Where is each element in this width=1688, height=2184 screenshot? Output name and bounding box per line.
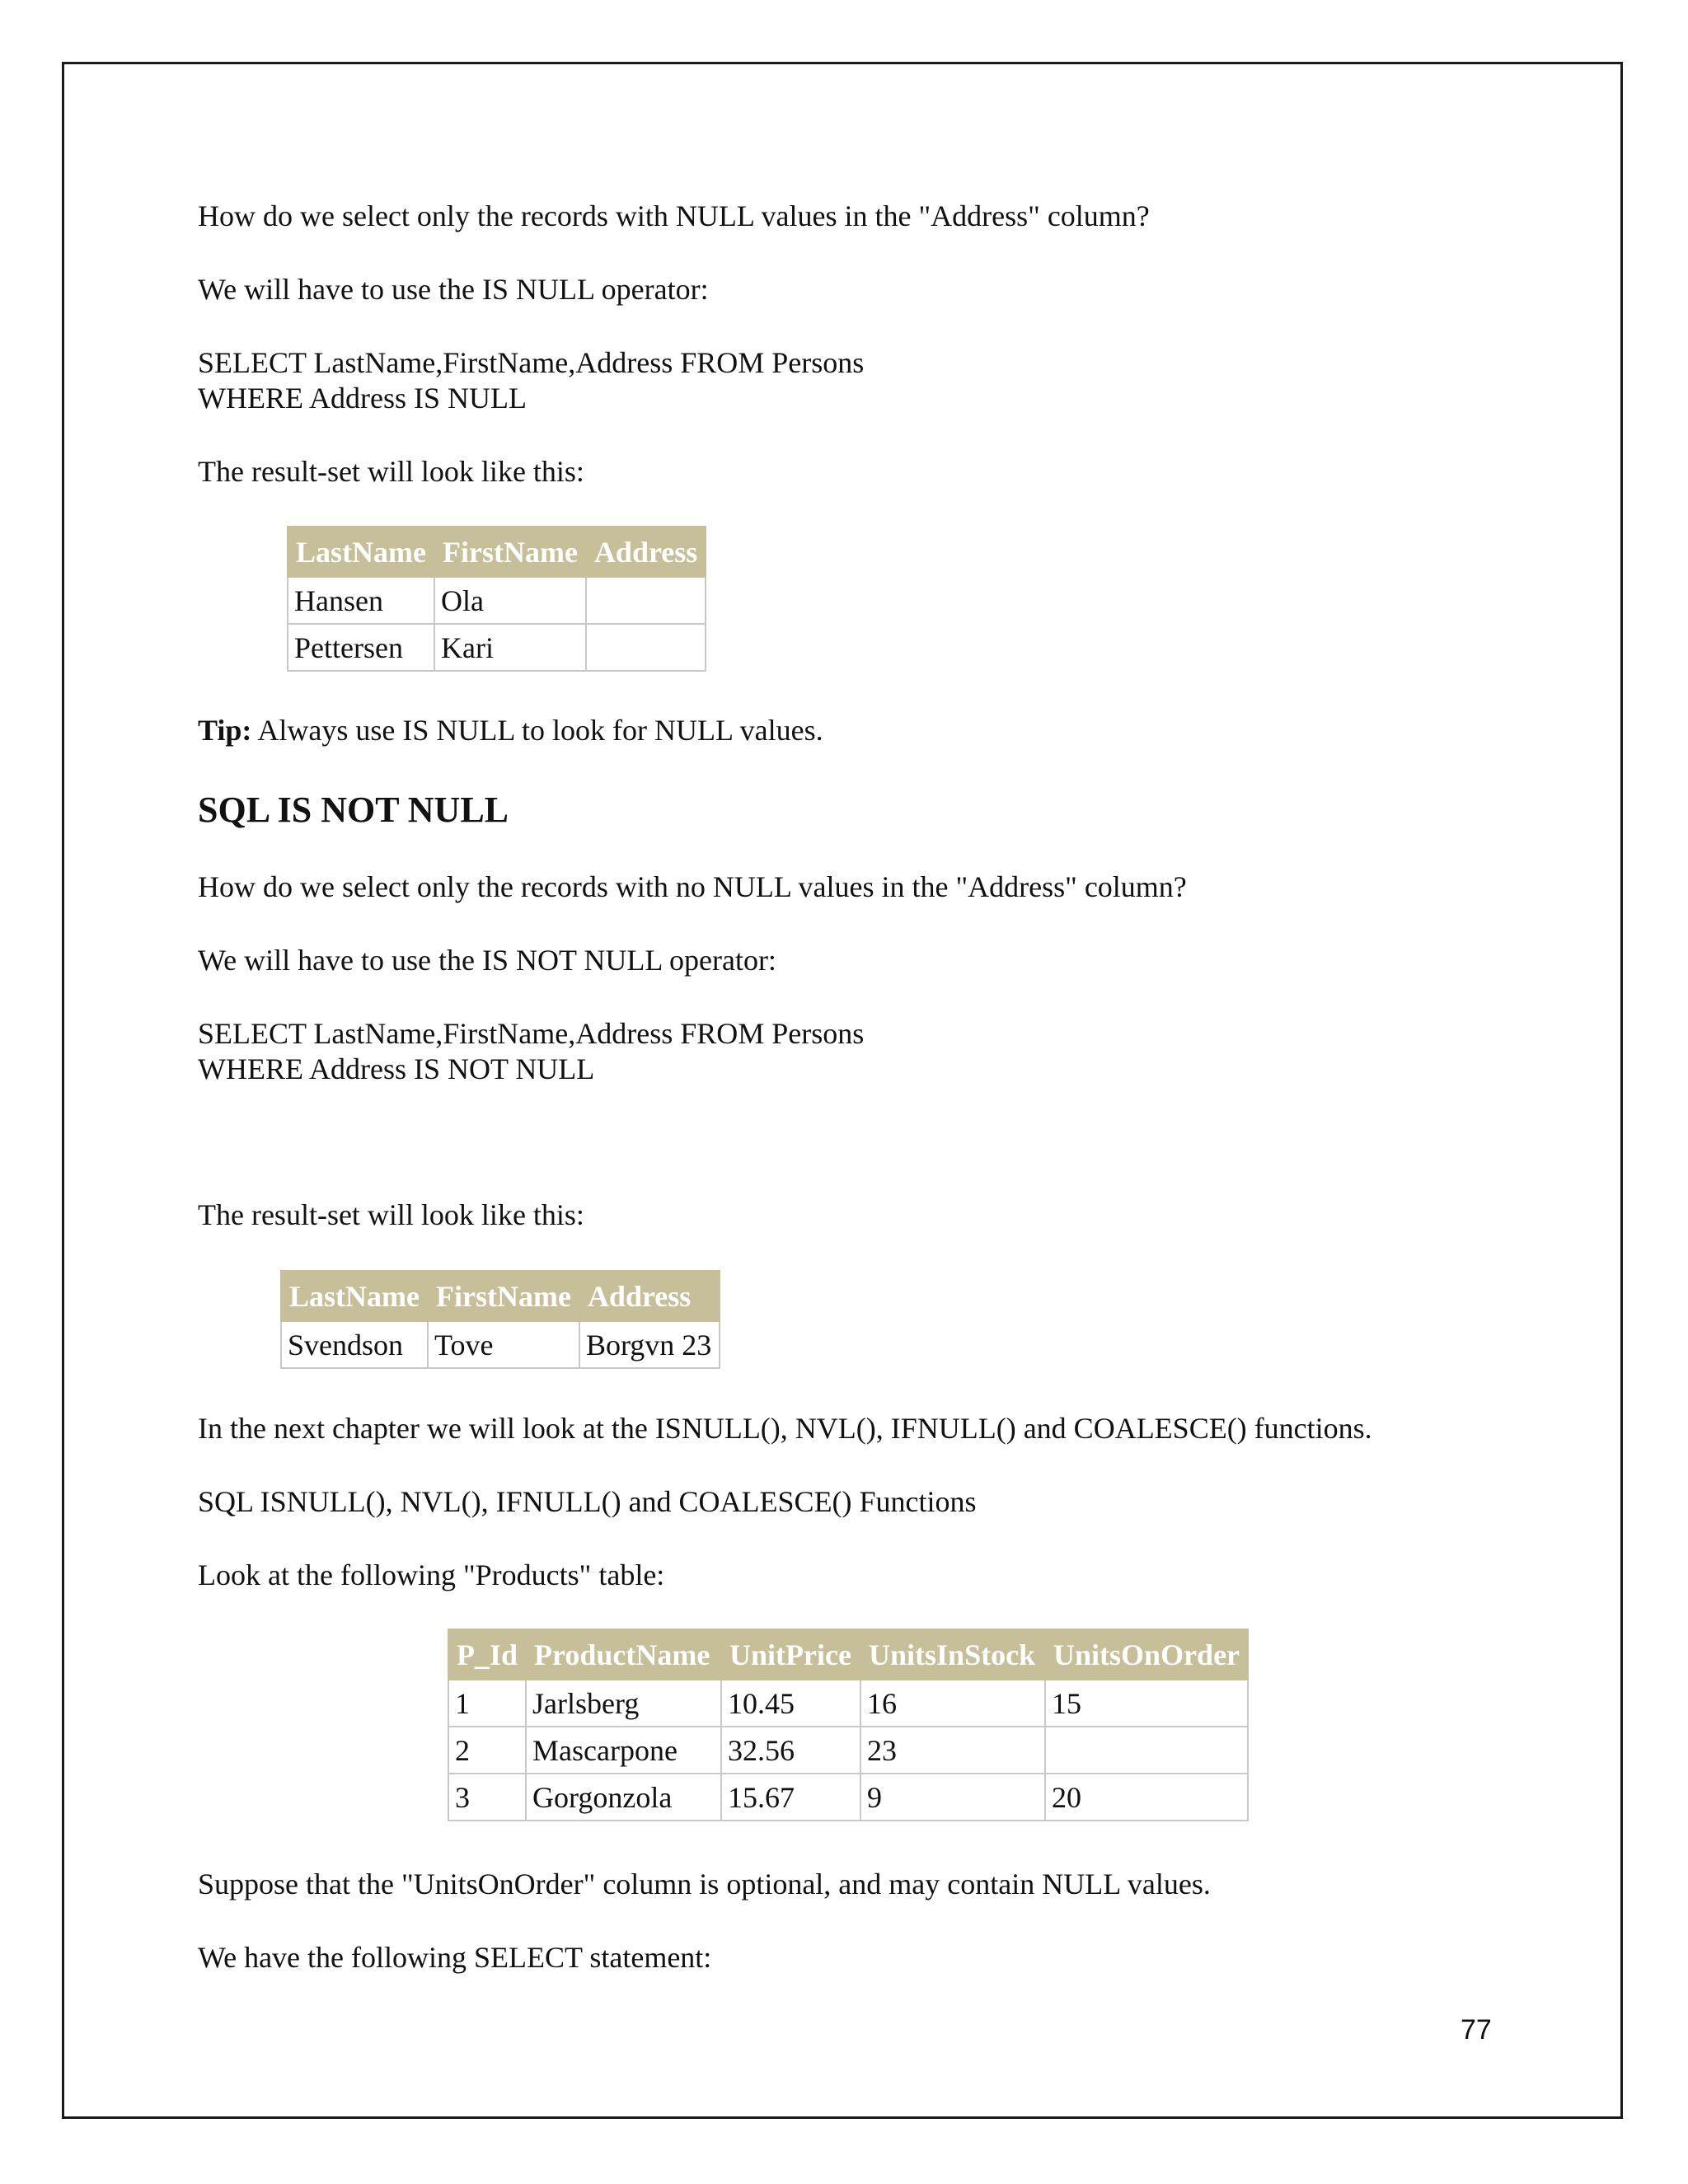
table-cell: Hansen — [288, 577, 434, 624]
paragraph-result-set-1: The result-set will look like this: — [198, 455, 584, 488]
sql-statement-2-line-2: WHERE Address IS NOT NULL — [198, 1052, 595, 1085]
column-header: ProductName — [526, 1629, 721, 1680]
table-cell — [586, 624, 706, 671]
sql-statement-1-line-1: SELECT LastName,FirstName,Address FROM Persons — [198, 346, 865, 379]
table-cell: Ola — [434, 577, 586, 624]
table-cell: Borgvn 23 — [579, 1321, 720, 1368]
table-cell: 23 — [860, 1727, 1045, 1774]
column-header: Address — [586, 527, 706, 577]
paragraph-not-null-question: How do we select only the records with no NULL values in the "Address" column? — [198, 870, 1187, 903]
table-row — [288, 624, 706, 671]
table-cell: Tove — [428, 1321, 579, 1368]
column-header: LastName — [288, 527, 434, 577]
paragraph-is-null-operator: We will have to use the IS NULL operator: — [198, 273, 709, 306]
table-row — [448, 1774, 1248, 1821]
table-cell: 10.45 — [721, 1680, 860, 1727]
table-cell — [586, 577, 706, 624]
result-table-is-null — [287, 526, 706, 672]
paragraph-result-set-2: The result-set will look like this: — [198, 1198, 584, 1231]
table-cell: 3 — [448, 1774, 526, 1821]
table-header-row — [281, 1271, 720, 1321]
paragraph-functions-title: SQL ISNULL(), NVL(), IFNULL() and COALESCE() Functions — [198, 1485, 977, 1518]
table-cell: 15 — [1045, 1680, 1248, 1727]
table-cell: Pettersen — [288, 624, 434, 671]
paragraph-units-on-order: Suppose that the "UnitsOnOrder" column is optional, and may contain NULL values. — [198, 1868, 1211, 1900]
tip-paragraph — [198, 712, 823, 748]
table-cell — [1045, 1727, 1248, 1774]
table-row — [448, 1680, 1248, 1727]
column-header: FirstName — [434, 527, 586, 577]
column-header: FirstName — [428, 1271, 579, 1321]
table-cell: Jarlsberg — [526, 1680, 721, 1727]
table-cell: 20 — [1045, 1774, 1248, 1821]
table-cell: Svendson — [281, 1321, 428, 1368]
paragraph-next-chapter: In the next chapter we will look at the ISNULL(), NVL(), IFNULL() and COALESCE() functions. — [198, 1412, 1372, 1445]
column-header: UnitPrice — [721, 1629, 860, 1680]
paragraph-select-statement: We have the following SELECT statement: — [198, 1941, 712, 1974]
table-cell: Gorgonzola — [526, 1774, 721, 1821]
page-number: 77 — [1461, 2014, 1492, 2046]
sql-statement-1-line-2: WHERE Address IS NULL — [198, 382, 527, 415]
table-cell: Kari — [434, 624, 586, 671]
table-row — [281, 1321, 720, 1368]
table-header-row — [448, 1629, 1248, 1680]
paragraph-null-question: How do we select only the records with NULL values in the "Address" column? — [198, 199, 1150, 232]
column-header: P_Id — [448, 1629, 526, 1680]
column-header: UnitsOnOrder — [1045, 1629, 1248, 1680]
paragraph-products-intro: Look at the following "Products" table: — [198, 1558, 665, 1591]
section-heading: SQL IS NOT NULL — [198, 790, 509, 830]
column-header: UnitsInStock — [860, 1629, 1045, 1680]
table-row — [448, 1727, 1248, 1774]
sql-statement-2-line-1: SELECT LastName,FirstName,Address FROM Persons — [198, 1017, 865, 1050]
products-table — [448, 1629, 1249, 1821]
column-header: LastName — [281, 1271, 428, 1321]
table-cell: 2 — [448, 1727, 526, 1774]
table-cell: Mascarpone — [526, 1727, 721, 1774]
result-table-is-not-null — [280, 1270, 720, 1369]
column-header: Address — [579, 1271, 720, 1321]
table-row — [288, 577, 706, 624]
table-cell: 16 — [860, 1680, 1045, 1727]
tip-label: Tip: — [198, 714, 252, 747]
table-cell: 1 — [448, 1680, 526, 1727]
table-cell: 15.67 — [721, 1774, 860, 1821]
table-cell: 9 — [860, 1774, 1045, 1821]
paragraph-is-not-null-operator: We will have to use the IS NOT NULL operator: — [198, 944, 776, 977]
table-cell: 32.56 — [721, 1727, 860, 1774]
tip-text: Always use IS NULL to look for NULL values. — [251, 714, 823, 747]
table-header-row — [288, 527, 706, 577]
